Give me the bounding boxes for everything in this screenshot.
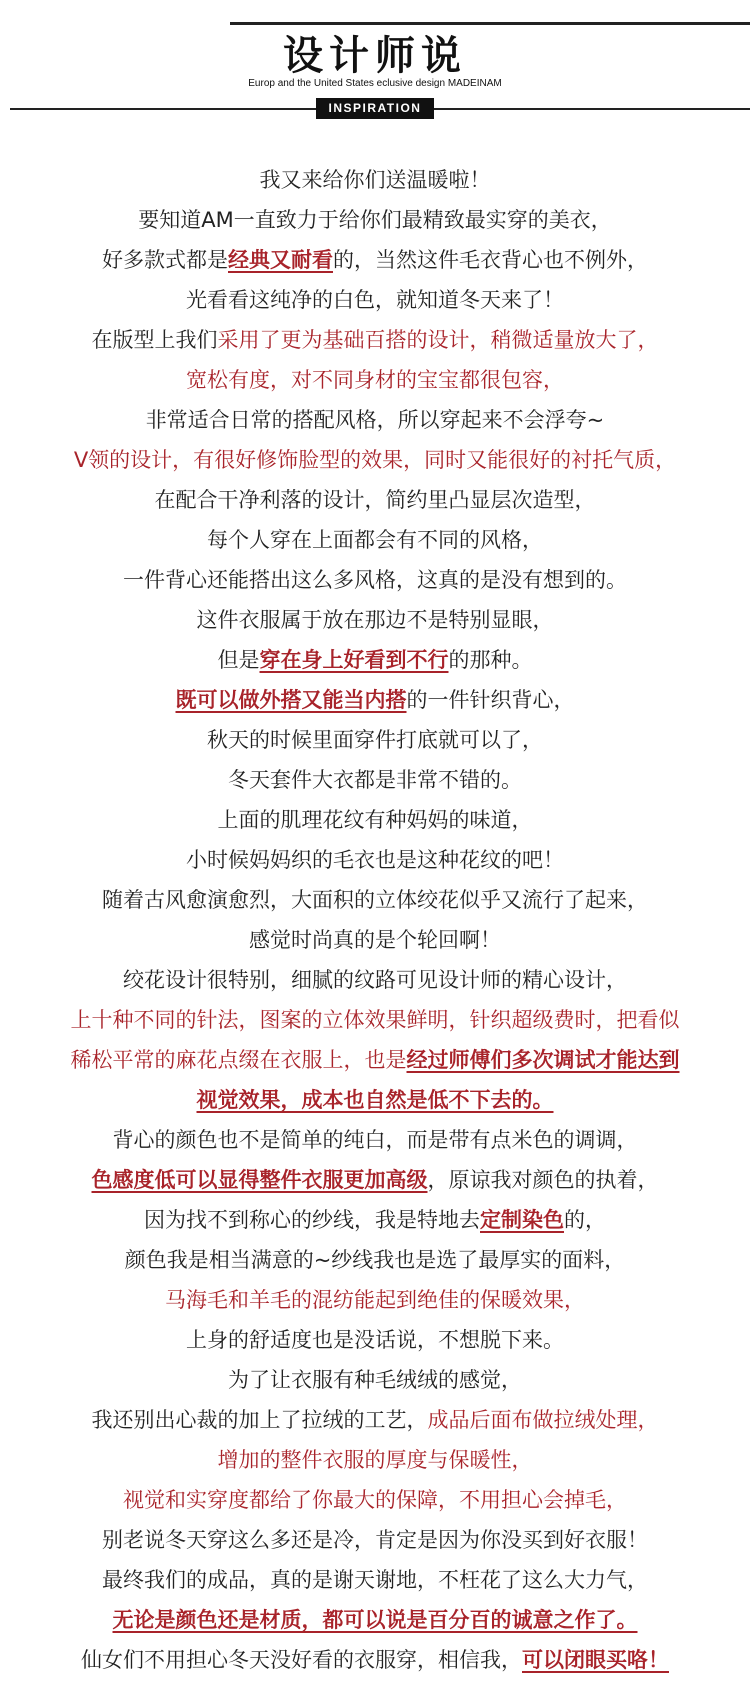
body-text: 好多款式都是 (102, 248, 228, 272)
body-text: 的那种。 (448, 648, 533, 672)
body-text: 的，当然这件毛衣背心也不例外， (333, 248, 648, 272)
text-line (0, 1600, 750, 1640)
text-line (0, 400, 750, 440)
text-line (0, 1640, 750, 1680)
text-line (0, 1240, 750, 1280)
body-text: 小时候妈妈织的毛衣也是这种花纹的吧！ (186, 848, 564, 872)
highlight-text: 穿在身上好看到不行 (259, 648, 449, 672)
body-text: 要知道AM一直致力于给你们最精致最实穿的美衣， (138, 208, 612, 232)
text-line (0, 1320, 750, 1360)
highlight-text: 色感度低可以显得整件衣服更加高级 (91, 1168, 428, 1192)
body-text: 绞花设计很特别，细腻的纹路可见设计师的精心设计， (123, 968, 627, 992)
text-line (0, 240, 750, 280)
text-line (0, 360, 750, 400)
body-text: 因为找不到称心的纱线，我是特地去 (144, 1208, 480, 1232)
text-line (0, 1480, 750, 1520)
text-line (0, 1200, 750, 1240)
body-text: 的一件针织背心， (406, 688, 575, 712)
body-text: 非常适合日常的搭配风格，所以穿起来不会浮夸~ (145, 408, 605, 432)
body-text: 仙女们不用担心冬天没好看的衣服穿，相信我， (81, 1648, 522, 1672)
emphasis-text: 成品后面布做拉绒处理， (427, 1408, 659, 1432)
text-line (0, 1560, 750, 1600)
text-line (0, 200, 750, 240)
text-line (0, 1000, 750, 1040)
body-text: 的， (564, 1208, 606, 1232)
text-line (0, 1120, 750, 1160)
text-line (0, 1160, 750, 1200)
body-text: 秋天的时候里面穿件打底就可以了， (207, 728, 543, 752)
body-text: 随着古风愈演愈烈，大面积的立体绞花似乎又流行了起来， (102, 888, 648, 912)
body-text: ，原谅我对颜色的执着， (427, 1168, 659, 1192)
highlight-text: 无论是颜色还是材质，都可以说是百分百的诚意之作了。 (112, 1608, 638, 1632)
text-line (0, 1400, 750, 1440)
text-line (0, 840, 750, 880)
body-text: 这件衣服属于放在那边不是特别显眼， (196, 608, 554, 632)
highlight-text: 定制染色 (480, 1208, 564, 1232)
inspiration-tag: INSPIRATION (316, 98, 434, 119)
emphasis-text: V领的设计，有很好修饰脸型的效果，同时又能很好的衬托气质， (73, 448, 677, 472)
text-line (0, 880, 750, 920)
body-text: 在配合干净利落的设计，简约里凸显层次造型， (154, 488, 596, 512)
text-line (0, 1080, 750, 1120)
body-text: 但是 (217, 648, 260, 672)
emphasis-text: 宽松有度，对不同身材的宝宝都很包容， (186, 368, 564, 392)
text-line (0, 1280, 750, 1320)
body-text: 每个人穿在上面都会有不同的风格， (207, 528, 543, 552)
body-text: 别老说冬天穿这么多还是冷，肯定是因为你没买到好衣服！ (102, 1528, 648, 1552)
emphasis-text: 上十种不同的针法，图案的立体效果鲜明，针织超级费时，把看似 (70, 1008, 680, 1032)
text-line (0, 600, 750, 640)
text-line (0, 320, 750, 360)
body-text: 背心的颜色也不是简单的纯白，而是带有点米色的调调， (112, 1128, 638, 1152)
article-body (0, 160, 750, 1680)
header-top-rule (230, 22, 750, 25)
text-line (0, 760, 750, 800)
body-text: 我又来给你们送温暖啦！ (259, 168, 491, 192)
text-line (0, 720, 750, 760)
text-line (0, 520, 750, 560)
body-text: 光看看这纯净的白色，就知道冬天来了！ (186, 288, 564, 312)
emphasis-text: 视觉和实穿度都给了你最大的保障，不用担心会掉毛， (123, 1488, 627, 1512)
text-line (0, 480, 750, 520)
text-line (0, 280, 750, 320)
emphasis-text: 采用了更为基础百搭的设计，稍微适量放大了， (217, 328, 659, 352)
body-text: 我还别出心裁的加上了拉绒的工艺， (91, 1408, 428, 1432)
text-line (0, 1520, 750, 1560)
body-text: 上面的肌理花纹有种妈妈的味道， (217, 808, 533, 832)
body-text: 感觉时尚真的是个轮回啊！ (249, 928, 501, 952)
highlight-text: 经过师傅们多次调试才能达到 (406, 1048, 680, 1072)
page-title: 设计师说 (283, 33, 467, 79)
text-line (0, 680, 750, 720)
text-line (0, 1040, 750, 1080)
text-line (0, 1440, 750, 1480)
highlight-text: 经典又耐看 (228, 248, 333, 272)
text-line (0, 160, 750, 200)
text-line (0, 640, 750, 680)
text-line (0, 560, 750, 600)
body-text: 最终我们的成品，真的是谢天谢地，不枉花了这么大力气， (102, 1568, 648, 1592)
text-line (0, 960, 750, 1000)
text-line (0, 440, 750, 480)
text-line (0, 1360, 750, 1400)
highlight-text: 可以闭眼买咯！ (522, 1648, 669, 1672)
body-text: 上身的舒适度也是没话说，不想脱下来。 (186, 1328, 564, 1352)
emphasis-text: 稀松平常的麻花点缀在衣服上，也是 (70, 1048, 407, 1072)
text-line (0, 920, 750, 960)
body-text: 在版型上我们 (91, 328, 218, 352)
body-text: 冬天套件大衣都是非常不错的。 (228, 768, 522, 792)
body-text: 颜色我是相当满意的~纱线我也是选了最厚实的面料， (124, 1248, 626, 1272)
page-subtitle: Europ and the United States eclusive design MADEINAM (248, 78, 502, 89)
text-line (0, 800, 750, 840)
emphasis-text: 马海毛和羊毛的混纺能起到绝佳的保暖效果， (165, 1288, 585, 1312)
emphasis-text: 增加的整件衣服的厚度与保暖性， (217, 1448, 533, 1472)
highlight-text: 既可以做外搭又能当内搭 (175, 688, 407, 712)
body-text: 一件背心还能搭出这么多风格，这真的是没有想到的。 (123, 568, 627, 592)
highlight-text: 视觉效果，成本也自然是低不下去的。 (196, 1088, 554, 1112)
body-text: 为了让衣服有种毛绒绒的感觉， (228, 1368, 522, 1392)
